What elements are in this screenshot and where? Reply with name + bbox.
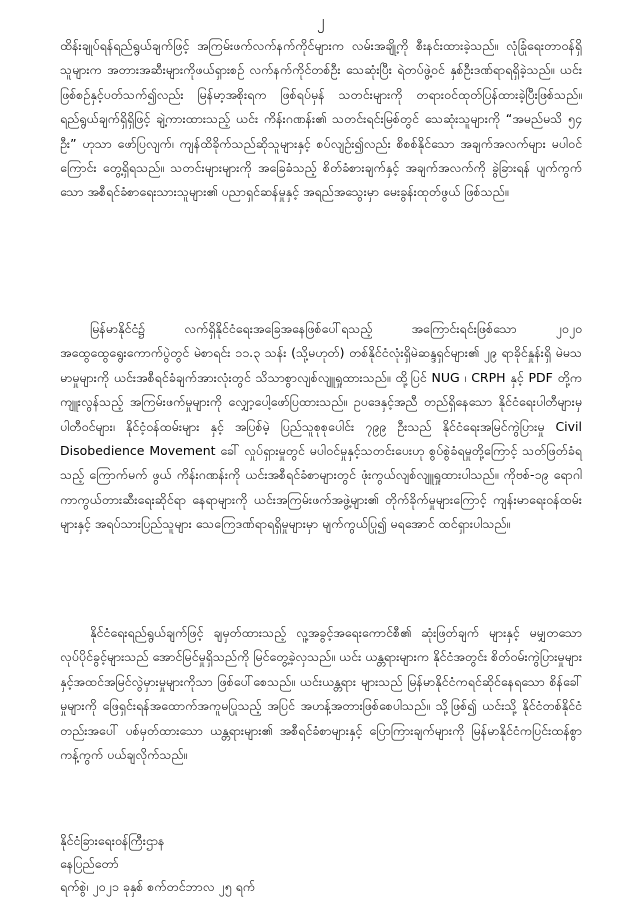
paragraph-3: နိုင်ငံရေးရည်ရွယ်ချက်ဖြင့် ချမှတ်ထားသည့် လူ့အခွင့်အရေးကောင်စီ၏ ဆုံးဖြတ်ချက် များနှင့် မမျှတသော လုပ်ပိုင်ခွင့်များသည် အောင်မြင်မှုရှိသည်ကို မြင်တွေ့ခဲ့လှသည်။ ယင်း ယန္တရားများက နိုင်ငံအတွင်း စိတ်ဝမ်းကွဲပြားမှုများနှင့်အထင်အမြင်လွဲမှားမှုများကိုသာ ဖြစ်ပေါ်စေသည်။ ယင်းယန္တရား များသည် မြန်မာနိုင်ငံကရင်ဆိုင်နေရသော စိန်ခေါ်မှုများကို ဖြေရှင်းရန်အထောက်အကူမပြုသည့် အပြင် အဟန့်အတားဖြစ်စေပါသည်။ သို့ဖြစ်၍ ယင်းသို့ နိုင်ငံတစ်နိုင်ငံ တည်းအပေါ် ပစ်မှတ်ထားသော ယန္တရားများ၏ အစီရင်ခံစာများနှင့် ပြောကြားချက်များကို မြန်မာနိုင်ငံကပြင်းထန်စွာ ကန့်ကွက် ပယ်ချလိုက်သည်။ xyxy=(60,625,582,763)
ministry-name: နိုင်ငံခြားရေးဝန်ကြီးဌာန xyxy=(60,833,165,848)
page-number: ၂ xyxy=(316,12,325,30)
signature-block xyxy=(60,829,255,898)
paragraph-1: ထိန်းချုပ်ရန်ရည်ရွယ်ချက်ဖြင့် အကြမ်းဖက်လက်နက်ကိုင်များက လမ်းအချို့ကို စီးနင်းထားခဲ့သည်။ လုံခြုံရေးတာဝန်ရှိသူများက အတားအဆီးများကိုဖယ်ရှားစဉ် လက်နက်ကိုင်တစ်ဦး သေဆုံးပြီး ရဲတပ်ဖွဲ့ဝင် နှစ်ဦးဒဏ်ရာရရှိခဲ့သည်။ ယင်းဖြစ်စဉ်နှင့်ပတ်သက်၍လည်း မြန်မာ့အစိုးရက ဖြစ်ရပ်မှန် သတင်းများကို တရားဝင်ထုတ်ပြန်ထားခဲ့ပြီးဖြစ်သည်။ ရည်ရွယ်ချက်ရှိရှိဖြင့် ချဲ့ကားထားသည့် ယင်း ကိန်းဂဏန်း၏ သတင်းရင်းမြစ်တွင် သေဆုံးသူများကို “အမည်မသိ ၅၄ ဦး” ဟုသာ ဖော်ပြလျက်၊ ကျန်ထိခိုက်သည်ဆိုသူများနှင့် စပ်လျဉ်း၍လည်း စိစစ်နိုင်သော အချက်အလက်များ မပါဝင်ကြောင်း တွေ့ရှိရသည်။ သတင်းများများကို အခြေခံသည့် စိတ်ခံစားချက်နှင့် အချက်အလက်ကို ခွဲခြားရန် ပျက်ကွက်သော အစီရင်ခံစာရေးသားသူများ၏ ပညာရှင်ဆန်မှုနှင့် အရည်အသွေးမှာ မေးခွန်းထုတ်ဖွယ် ဖြစ်သည်။ xyxy=(60,38,582,200)
document-date: ရက်စွဲ၊ ၂၀၂၁ ခုနှစ် စက်တင်ဘာလ ၂၅ ရက် xyxy=(60,879,255,894)
city-name: နေပြည်တော် xyxy=(60,856,119,871)
paragraph-2: မြန်မာနိုင်ငံ၌ လက်ရှိနိုင်ငံရေးအခြေအနေဖြစ်ပေါ်ရသည့် အကြောင်းရင်းဖြစ်သော ၂၀၂၀ အထွေထွေရွေးကောက်ပွဲတွင် မဲစာရင်း ၁၁.၃ သန်း (သို့မဟုတ်) တစ်နိုင်ငံလုံးရှိမဲဆန္ဒရှင်များ၏ ၂၉ ရာခိုင်နှုန်းရှိ မဲမသမာမှုများကို ယင်းအစီရင်ခံချက်အားလုံးတွင် သိသာစွာလျစ်လျူရှုထားသည်။ ထို့ပြင် NUG ၊ CRPH နှင့် PDF တို့ကကျူးလွန်သည့် အကြမ်းဖက်မှုများကို လျှော့ပေါ့ဖော်ပြထားသည်။ ဥပဒေနှင့်အညီ တည်ရှိနေသော နိုင်ငံရေးပါတီများမှ ပါတီဝင်များ၊ နိုင်ငံ့ဝန်ထမ်းများ နှင့် အပြစ်မဲ့ ပြည်သူစုစုပေါင်း ၇၉၉ ဦးသည် နိုင်ငံရေးအမြင်ကွဲပြားမှု Civil Disobedience Movement ခေါ် လှုပ်ရှားမှုတွင် မပါဝင်မှုနှင့်သတင်းပေးဟု စွပ်စွဲခံရမှုတို့ကြောင့် သတ်ဖြတ်ခံရသည့် ကြောက်မက် ဖွယ် ကိန်းဂဏန်းကို ယင်းအစီရင်ခံစာများတွင် ဖုံးကွယ်လျစ်လျူရှုထားပါသည်။ ကိုဗစ်-၁၉ ရောဂါ ကာကွယ်တားဆီးရေးဆိုင်ရာ နေရာများကို ယင်းအကြမ်းဖက်အဖွဲ့များ၏ တိုက်ခိုက်မှုများကြောင့် ကျန်းမာရေးဝန်ထမ်းများနှင့် အရပ်သားပြည်သူများ သေကြေဒဏ်ရာရရှိမှုများမှာ မျက်ကွယ်ပြု၍ မရအောင် ထင်ရှားပါသည်။ xyxy=(60,321,582,532)
